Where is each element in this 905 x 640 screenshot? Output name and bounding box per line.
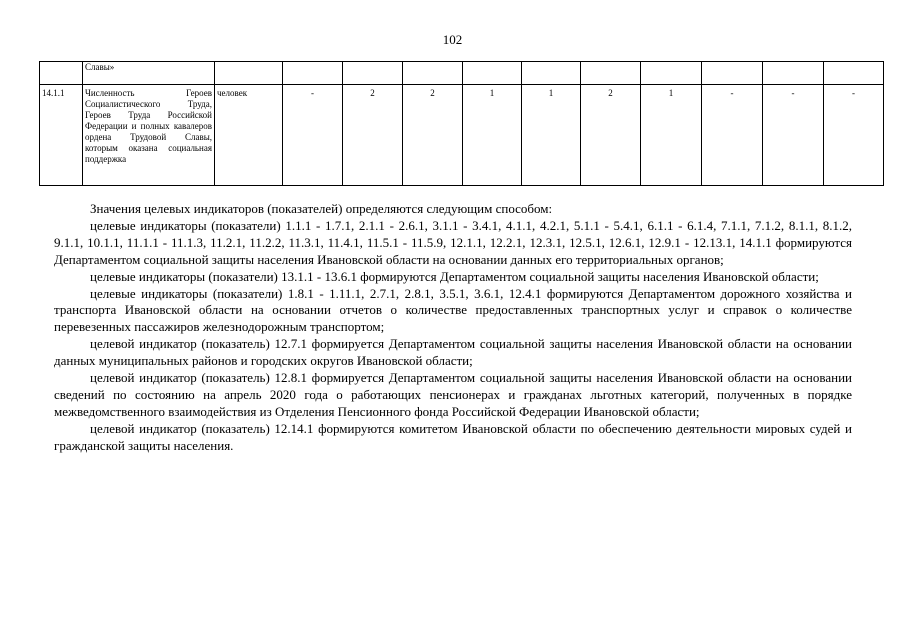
table-cell: [283, 62, 343, 85]
table-cell: [763, 62, 824, 85]
table-cell: [641, 62, 702, 85]
table-cell: [40, 62, 83, 85]
table-cell: [522, 62, 581, 85]
paragraph: целевые индикаторы (показатели) 1.1.1 - 1.7.1, 2.1.1 - 2.6.1, 3.1.1 - 3.4.1, 4.1.1, 4.2.1, 5.1.1 - 5.4.1, 6.1.1 - 6.1.4, 7.1.1, 7.1.2, 8.1.1, 8.1.2, 9.1.1, 10.1.1, 11.1.1 - 11.1.3, 11.2.1, 11.2.2, 11.3.1, 11.4.1, 11.5.1 - 11.5.9, 12.1.1, 12.2.1, 12.3.1, 12.5.1, 12.6.1, 12.9.1 - 12.13.1, 14.1.1 формируются Департаментом социальной защиты населения Ивановской области на основании данных его территориальных органов;: [54, 217, 852, 267]
indicator-name-cell: Численность Героев Социалистического Труда, Героев Труда Российской Федерации и полных кавалеров ордена Трудовой Славы, которым оказана социальная поддержка: [83, 85, 215, 186]
paragraph: целевой индикатор (показатель) 12.14.1 формируются комитетом Ивановской области по обеспечению деятельности мировых судей и гражданской защиты населения.: [54, 420, 852, 453]
table-cell: [343, 62, 403, 85]
value-cell: 1: [641, 85, 702, 186]
value-cell: 1: [522, 85, 581, 186]
value-cell: -: [763, 85, 824, 186]
page-number: 102: [442, 32, 463, 47]
paragraph: целевые индикаторы (показатели) 13.1.1 - 13.6.1 формируются Департаментом социальной защиты населения Ивановской области;: [90, 268, 819, 284]
intro-paragraph: Значения целевых индикаторов (показателей) определяются следующим способом:: [90, 201, 553, 216]
table-cell: [702, 62, 763, 85]
table-cell: [824, 62, 884, 85]
value-cell: -: [702, 85, 763, 186]
table-cell: [463, 62, 522, 85]
body-text: [54, 201, 852, 455]
table-row: [40, 62, 884, 85]
value-cell: 1: [463, 85, 522, 186]
table-cell: [403, 62, 463, 85]
value-cell: 2: [403, 85, 463, 186]
value-cell: -: [283, 85, 343, 186]
value-cell: 2: [581, 85, 641, 186]
indicator-number-cell: 14.1.1: [40, 85, 83, 186]
value-cell: -: [824, 85, 884, 186]
indicators-table: [39, 61, 884, 186]
paragraph: целевые индикаторы (показатели) 1.8.1 - 1.11.1, 2.7.1, 2.8.1, 3.5.1, 3.6.1, 12.4.1 формируются Департаментом дорожного хозяйства и транспорта Ивановской области на основании отчетов о количестве предоставленных транспортных услуг и справок о количестве перевезенных пассажиров железнодорожным транспортом;: [54, 285, 852, 335]
table-row: [40, 85, 884, 186]
unit-cell: человек: [215, 85, 283, 186]
value-cell: 2: [343, 85, 403, 186]
table-cell: [581, 62, 641, 85]
indicator-name-cell: Славы»: [83, 62, 215, 85]
paragraph: целевой индикатор (показатель) 12.8.1 формируется Департаментом социальной защиты населения Ивановской области на основании сведений по состоянию на апрель 2020 года о работающих пенсионерах и гражданах льготных категорий, полученных в порядке межведомственного взаимодействия из Отделения Пенсионного фонда Российской Федерации Ивановской области;: [54, 370, 852, 419]
table-cell: [215, 62, 283, 85]
paragraph: целевой индикатор (показатель) 12.7.1 формируется Департаментом социальной защиты населения Ивановской области на основании данных муниципальных районов и городских округов Ивановской области;: [54, 336, 852, 369]
